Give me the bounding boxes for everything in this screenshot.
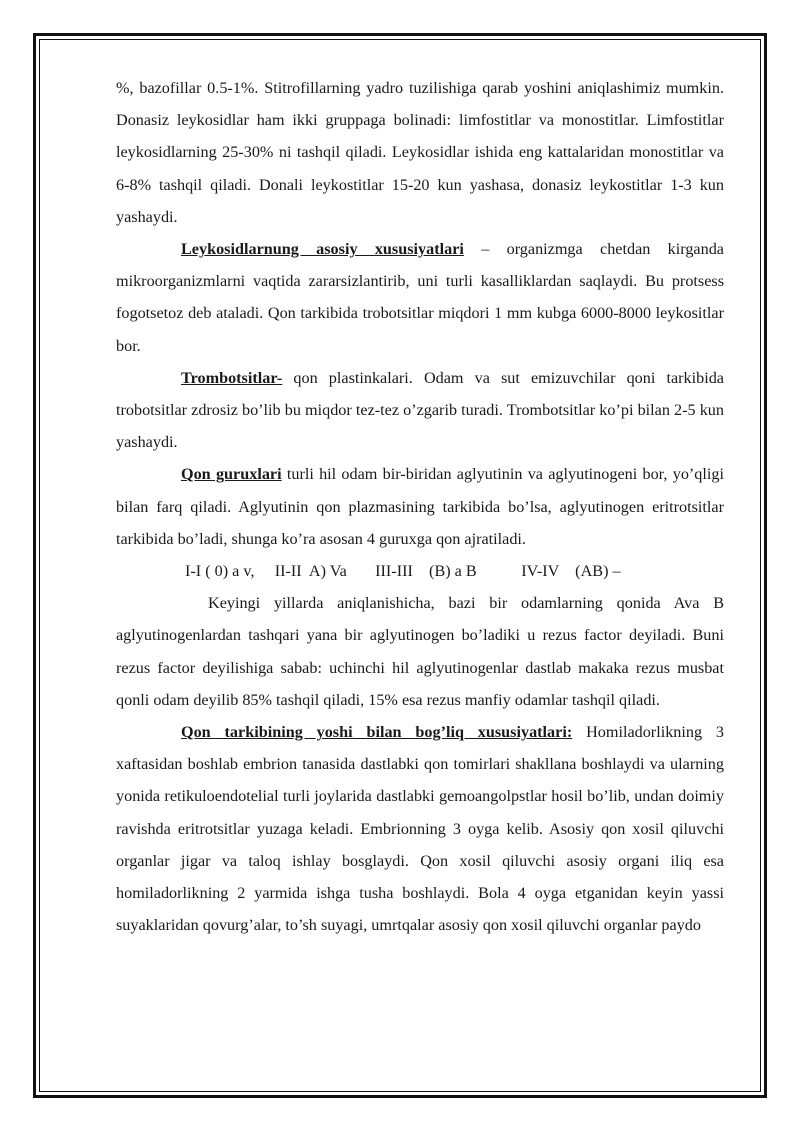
paragraph-age-features	[116, 716, 724, 941]
paragraph-leukocyte-properties	[116, 233, 724, 362]
heading-age-features: Qon tarkibining yoshi bilan bog’liq xususiyatlari:	[181, 723, 573, 742]
paragraph-text: qon plastinkalari. Odam va sut emizuvchilar qoni tarkibida trobotsitlar zdrosiz bo’lib bu miqdor tez-tez o’zgarib turadi. Trombotsitlar ko’pi bilan 2-5 kun yashaydi.	[116, 368, 724, 452]
paragraph-leukocyte-types: %, bazofillar 0.5-1%. Stitrofillarning yadro tuzilishiga qarab yoshini aniqlashimiz mumkin. Donasiz leykosidlar ham ikki gruppaga bolinadi: limfostitlar va monostitlar. Limfostitlar leykosidlarning 25-30% ni tashqil qiladi. Leykosidlar ishida eng kattalaridan monostitlar va 6-8% tashqil qiladi. Donali leykostitlar 15-20 kun yashasa, donasiz leykostitlar 1-3 kun yashaydi.	[116, 79, 724, 226]
paragraph-text: turli hil odam bir-biridan aglyutinin va aglyutinogeni bor, yo’qligi bilan farq qiladi. Aglyutinin qon plazmasining tarkibida bo’lsa, aglyutinogen eritrotsitlar tarkibida bo’ladi, shunga ko’ra asosan 4 guruxga qon ajratiladi.	[116, 465, 724, 548]
document-body	[116, 72, 724, 941]
paragraph-text: Homiladorlikning 3 xaftasidan boshlab embrion tanasida dastlabki qon tomirlari shakllana boshlaydi va ularning yonida retikuloendotelial turli joylarida dastlabki gemoangolpstlar hosil bo’lib, undan doimiy ravishda eritrotsitlar yuzaga keladi. Embrionning 3 oyga kelib. Asosiy qon xosil qiluvchi organlar jigar va taloq ishlay bosglaydi. Qon xosil qiluvchi asosiy organi iliq esa homiladorlikning 2 yarmida ishga tusha boshlaydi. Bola 4 oyga etganidan keyin yassi suyaklaridan qovurg’alar, to’sh suyagi, umrtqalar asosiy qon xosil qiluvchi organlar paydo	[116, 723, 724, 935]
paragraph-blood-groups	[116, 458, 724, 555]
blood-groups-line: I-I ( 0) a v, II-II A) Va III-III (B) a B IV-IV (AB) –	[185, 562, 621, 581]
paragraph-text: – organizmga chetdan kirganda mikroorganizmlarni vaqtida zararsizlantirib, uni turli kasalliklardan saqlaydi. Bu protsess fogotsetoz deb ataladi. Qon tarkibida trobotsitlar miqdori 1 mm kubga 6000-8000 leykositlar bor.	[116, 240, 724, 355]
heading-thrombocytes: Trombotsitlar-	[181, 368, 283, 387]
paragraph-thrombocytes	[116, 362, 724, 459]
paragraph-rhesus-factor: Keyingi yillarda aniqlanishicha, bazi bir odamlarning qonida Ava B aglyutinogenlardan tashqari yana bir aglyutinogen bo’ladiki u rezus factor deyiladi. Buni rezus factor deyilishiga sabab: uchinchi hil aglyutinogenlar dastlab makaka rezus musbat qonli odam deyilib 85% tashqil qiladi, 15% esa rezus manfiy odamlar tashqil qiladi.	[116, 594, 724, 709]
heading-leukocyte-properties: Leykosidlarnung asosiy xususiyatlari	[181, 240, 464, 259]
heading-blood-groups: Qon guruxlari	[181, 465, 282, 484]
